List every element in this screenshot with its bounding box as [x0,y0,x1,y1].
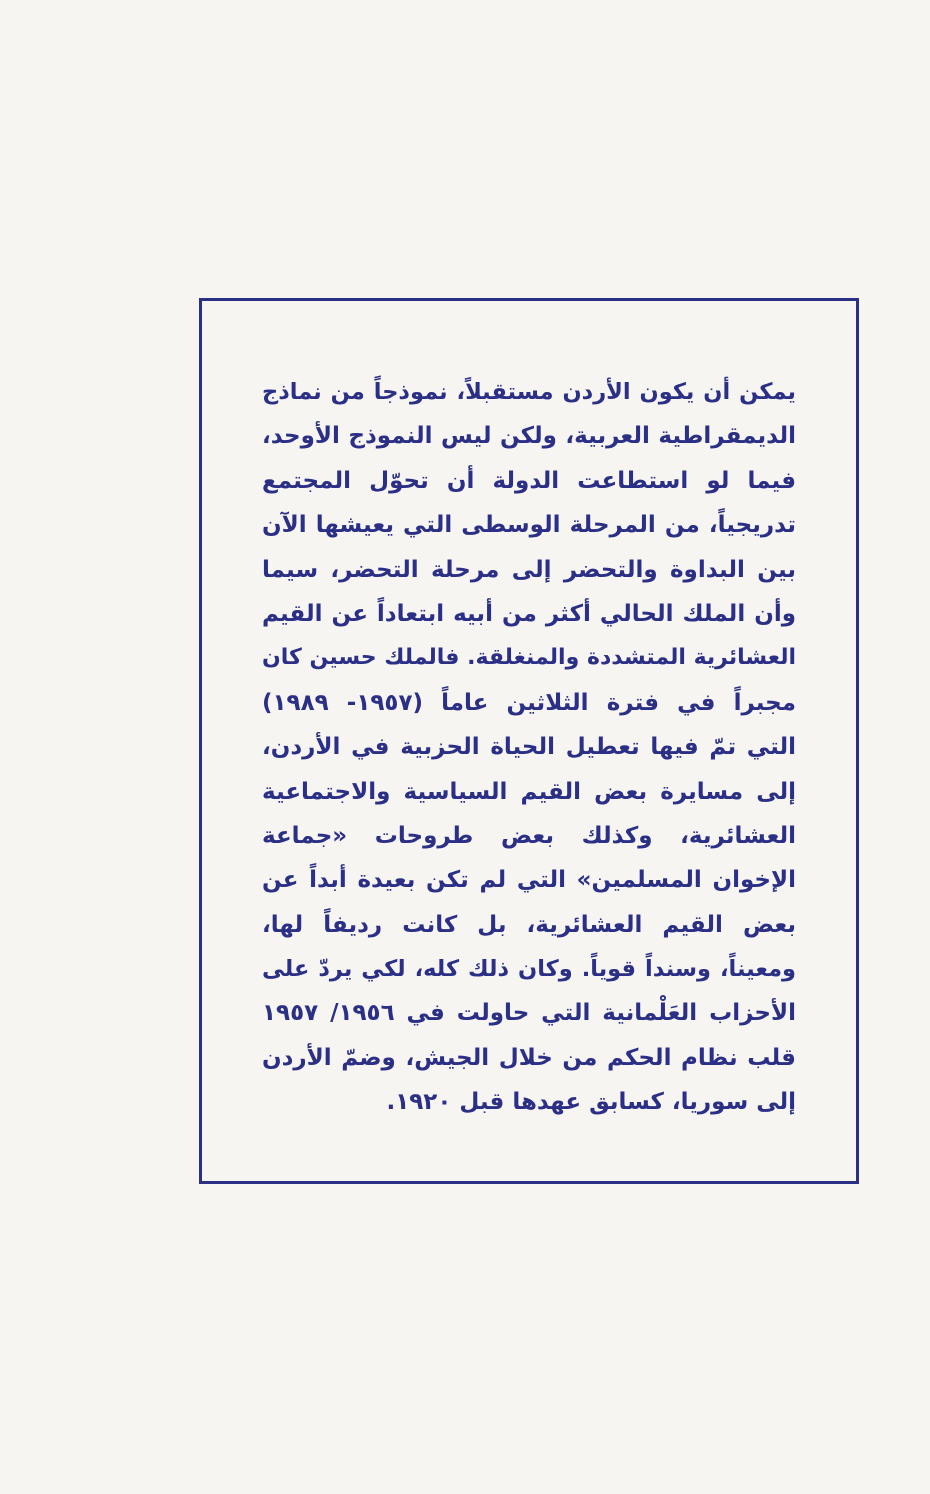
passage-line: بين البداوة والتحضر إلى مرحلة التحضر، سيما [262,556,796,583]
passage-line: فيما لو استطاعت الدولة أن تحوّل المجتمع [262,467,796,494]
passage-line: التي تمّ فيها تعطيل الحياة الحزبية في الأردن، [262,734,796,761]
passage-line: الأحزاب العَلْمانية التي حاولت في ١٩٥٦/ ١٩٥٧ [262,1000,796,1027]
quoted-passage [262,370,796,1125]
passage-line: الديمقراطية العربية، ولكن ليس النموذج الأوحد، [262,423,796,450]
passage-line: بعض القيم العشائرية، بل كانت رديفاً لها، [262,911,796,938]
passage-line: إلى مسايرة بعض القيم السياسية والاجتماعية [262,778,796,805]
passage-line: وأن الملك الحالي أكثر من أبيه ابتعاداً عن القيم [262,600,796,627]
passage-line: مجبراً في فترة الثلاثين عاماً (١٩٥٧- ١٩٨٩) [262,689,796,716]
passage-line: العشائرية المتشددة والمنغلقة. فالملك حسين كان [262,645,796,671]
passage-line: ومعيناً، وسنداً قوياً. وكان ذلك كله، لكي يردّ على [262,956,796,983]
passage-line: إلى سوريا، كسابق عهدها قبل ١٩٢٠. [386,1089,796,1116]
passage-line: العشائرية، وكذلك بعض طروحات «جماعة [262,822,796,849]
passage-line: تدريجياً، من المرحلة الوسطى التي يعيشها الآن [262,512,796,539]
passage-line: يمكن أن يكون الأردن مستقبلاً، نموذجاً من نماذج [262,379,796,405]
passage-line: قلب نظام الحكم من خلال الجيش، وضمّ الأردن [262,1044,796,1071]
passage-line: الإخوان المسلمين» التي لم تكن بعيدة أبداً عن [262,867,796,894]
